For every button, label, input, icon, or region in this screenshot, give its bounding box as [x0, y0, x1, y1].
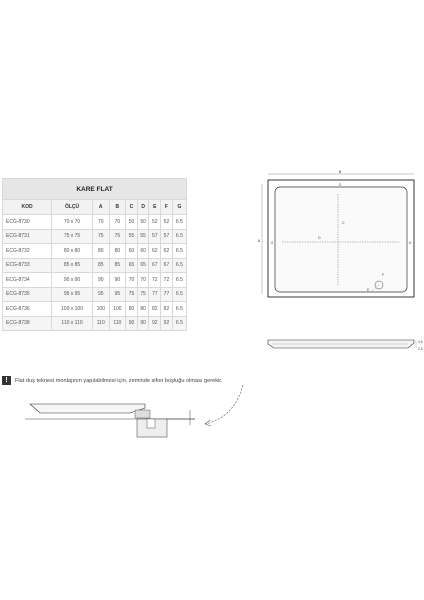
- column-header: ÖLÇÜ: [52, 200, 93, 215]
- table-cell: 95 x 95: [52, 287, 93, 302]
- product-code-cell: ECG-8735: [3, 287, 52, 302]
- table-row: [3, 273, 187, 288]
- table-cell: 75: [109, 229, 126, 244]
- product-code-cell: ECG-8738: [3, 316, 52, 331]
- table-row: [3, 287, 187, 302]
- table-cell: 100 x 100: [52, 302, 93, 317]
- table-cell: 70 x 70: [52, 215, 93, 230]
- table-cell: 95: [92, 287, 109, 302]
- table-cell: 100: [109, 302, 126, 317]
- table-title: KARE FLAT: [3, 179, 187, 200]
- note-text: Flat duş teknesi montajının yapılabilmesi için, zeminde sifon boşluğu olması gerekir.: [15, 377, 223, 384]
- column-header: B: [109, 200, 126, 215]
- table-cell: 75: [126, 287, 138, 302]
- table-cell: 85: [92, 258, 109, 273]
- product-code-cell: ECG-8732: [3, 244, 52, 259]
- table-cell: 75: [92, 229, 109, 244]
- product-code-cell: ECG-8736: [3, 302, 52, 317]
- table-row: [3, 302, 187, 317]
- column-header: G: [172, 200, 186, 215]
- table-header-row: [3, 200, 187, 215]
- table-cell: 70: [137, 273, 149, 288]
- table-cell: 82: [161, 302, 173, 317]
- table-cell: 55: [137, 229, 149, 244]
- table-cell: 55: [126, 229, 138, 244]
- label-g-left: G: [270, 241, 274, 245]
- table-cell: 90: [92, 273, 109, 288]
- product-code-cell: ECG-8731: [3, 229, 52, 244]
- table-cell: 6.5: [172, 258, 186, 273]
- table-body: [3, 215, 187, 331]
- table-row: [3, 215, 187, 230]
- table-cell: 80 x 80: [52, 244, 93, 259]
- warning-icon: !: [2, 376, 11, 385]
- table-cell: 90: [109, 273, 126, 288]
- table-cell: 60: [126, 244, 138, 259]
- table-cell: 70: [126, 273, 138, 288]
- table-cell: 60: [137, 244, 149, 259]
- table-cell: 100: [92, 302, 109, 317]
- table-cell: 52: [161, 215, 173, 230]
- table-cell: 80: [92, 244, 109, 259]
- table-cell: 6.5: [172, 244, 186, 259]
- product-code-cell: ECG-8733: [3, 258, 52, 273]
- table-cell: 85: [109, 258, 126, 273]
- table-cell: 90: [126, 316, 138, 331]
- plan-drawing: [248, 164, 422, 364]
- table-cell: 57: [149, 229, 161, 244]
- table-cell: 6.5: [172, 316, 186, 331]
- table-row: [3, 316, 187, 331]
- spec-table: [2, 178, 187, 331]
- label-c: C: [342, 221, 345, 225]
- table-cell: 6.5: [172, 273, 186, 288]
- table-cell: 50: [137, 215, 149, 230]
- column-header: KOD: [3, 200, 52, 215]
- label-g-top: G: [338, 183, 342, 187]
- table-cell: 110: [109, 316, 126, 331]
- table-cell: 6.5: [172, 229, 186, 244]
- product-code-cell: ECG-8734: [3, 273, 52, 288]
- product-code-cell: ECG-8730: [3, 215, 52, 230]
- label-f: F: [382, 273, 385, 277]
- label-profile-top: 4.5: [418, 340, 423, 344]
- table-cell: 6.5: [172, 302, 186, 317]
- table-cell: 92: [149, 316, 161, 331]
- table-cell: 6.5: [172, 287, 186, 302]
- table-cell: 92: [161, 316, 173, 331]
- table-cell: 50: [126, 215, 138, 230]
- label-d: D: [318, 236, 321, 240]
- table-cell: 57: [161, 229, 173, 244]
- table-cell: 75: [137, 287, 149, 302]
- label-a: A: [257, 238, 261, 243]
- table-cell: 90: [137, 316, 149, 331]
- label-b: B: [338, 169, 342, 174]
- table-cell: 65: [137, 258, 149, 273]
- table-cell: 72: [161, 273, 173, 288]
- column-header: D: [137, 200, 149, 215]
- label-profile-bottom: 2.5: [418, 347, 423, 351]
- table-cell: 80: [137, 302, 149, 317]
- table-cell: 85 x 85: [52, 258, 93, 273]
- table-cell: 90 x 90: [52, 273, 93, 288]
- table-cell: 82: [149, 302, 161, 317]
- table-cell: 62: [161, 244, 173, 259]
- table-row: [3, 258, 187, 273]
- column-header: C: [126, 200, 138, 215]
- label-e: E: [367, 288, 370, 292]
- table-cell: 67: [161, 258, 173, 273]
- table-cell: 77: [149, 287, 161, 302]
- table-cell: 67: [149, 258, 161, 273]
- table-row: [3, 244, 187, 259]
- column-header: E: [149, 200, 161, 215]
- table-cell: 110 x 110: [52, 316, 93, 331]
- table-cell: 70: [109, 215, 126, 230]
- table-cell: 80: [109, 244, 126, 259]
- table-cell: 77: [161, 287, 173, 302]
- column-header: F: [161, 200, 173, 215]
- table-row: [3, 229, 187, 244]
- table-cell: 70: [92, 215, 109, 230]
- table-cell: 80: [126, 302, 138, 317]
- label-g-right: G: [408, 241, 412, 245]
- table-cell: 6.5: [172, 215, 186, 230]
- column-header: A: [92, 200, 109, 215]
- table-cell: 52: [149, 215, 161, 230]
- table-cell: 95: [109, 287, 126, 302]
- table-cell: 110: [92, 316, 109, 331]
- table-cell: 75 x 75: [52, 229, 93, 244]
- installation-drawing: [25, 380, 250, 440]
- table-cell: 62: [149, 244, 161, 259]
- table-cell: 65: [126, 258, 138, 273]
- table-cell: 72: [149, 273, 161, 288]
